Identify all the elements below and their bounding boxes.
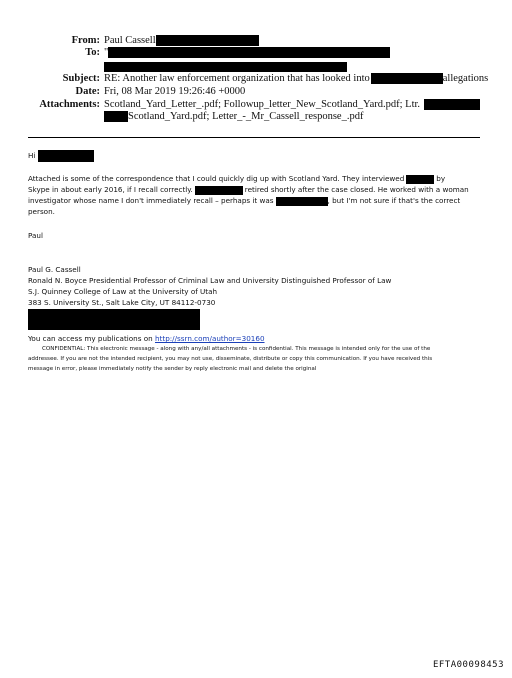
to-label: To: [85, 47, 100, 58]
redaction-box [195, 186, 243, 195]
body-text-3a: investigator whose name I don't immediately recall – perhaps it was [28, 196, 274, 205]
redaction-box [104, 62, 347, 72]
redaction-box [156, 35, 259, 46]
signature-name: Paul G. Cassell [28, 265, 81, 274]
confidential-line-2: addressee. If you are not the intended recipient, you may not use, disseminate, distribute or copy this communication. If you have received this [28, 356, 433, 362]
attachments-line1[interactable]: Scotland_Yard_Letter_.pdf; Followup_letter_New_Scotland_Yard.pdf; Ltr. [104, 99, 421, 110]
confidential-line-3: message in error, please immediately notify the sender by reply electronic mail and delete the original [28, 366, 317, 372]
body-text-3b: , but I'm not sure if that's the correct [327, 196, 461, 205]
body-line-4 [28, 206, 55, 217]
subject-row [0, 72, 512, 85]
redaction-box [424, 99, 480, 110]
subject-prefix: RE: Another law enforcement organization that has looked into [104, 73, 370, 84]
date-value: Fri, 08 Mar 2019 19:26:46 +0000 [104, 86, 246, 97]
to-quote: " [104, 47, 109, 58]
body-text-1a: Attached is some of the correspondence that I could quickly dig up with Scotland Yard. They interviewed [28, 174, 405, 183]
attachments-value-2 [104, 110, 363, 123]
publications-link[interactable]: http://ssrn.com/author=30160 [155, 334, 265, 343]
redaction-box [28, 309, 200, 330]
body-line-1 [28, 173, 445, 184]
body-line-2 [28, 184, 469, 195]
date-label: Date: [75, 86, 100, 97]
header-divider [28, 137, 480, 138]
greeting-line [28, 150, 94, 162]
publications-text: You can access my publications on [28, 334, 153, 343]
signature-redaction [28, 309, 200, 330]
attachments-label: Attachments: [39, 99, 100, 110]
body-line-3 [28, 195, 460, 206]
signoff: Paul [28, 231, 43, 240]
redaction-box [104, 111, 128, 122]
from-name: Paul Cassell [104, 35, 156, 46]
document-id: EFTA00098453 [432, 660, 504, 670]
subject-suffix: allegations [442, 73, 489, 84]
body-text-4: person. [28, 207, 55, 216]
from-label: From: [71, 35, 100, 46]
signature-school: S.J. Quinney College of Law at the University of Utah [28, 287, 218, 296]
redaction-box [371, 73, 443, 84]
redaction-box [276, 197, 328, 206]
date-row [0, 85, 512, 98]
redaction-box [38, 150, 94, 162]
attachments-line2[interactable]: Scotland_Yard.pdf; Letter_-_Mr_Cassell_response_.pdf [128, 111, 364, 122]
greeting: Hi [28, 151, 36, 160]
signature-address: 383 S. University St., Salt Lake City, UT 84112-0730 [28, 298, 216, 307]
body-text-2b: retired shortly after the case closed. He worked with a woman [244, 185, 469, 194]
publications-line [28, 333, 265, 344]
redaction-box [108, 47, 390, 58]
redaction-box [406, 175, 434, 184]
body-text-1b: by [436, 174, 446, 183]
signature-title: Ronald N. Boyce Presidential Professor of Criminal Law and University Distinguished Professor of Law [28, 276, 392, 285]
subject-label: Subject: [62, 73, 100, 84]
attachments-row-2 [0, 110, 512, 123]
confidential-line-1: CONFIDENTIAL: This electronic message - along with any/all attachments - is confidential. This message is intended only for the use of the [42, 346, 431, 352]
subject-value [104, 72, 488, 85]
body-text-2a: Skype in about early 2016, if I recall correctly. [28, 185, 193, 194]
